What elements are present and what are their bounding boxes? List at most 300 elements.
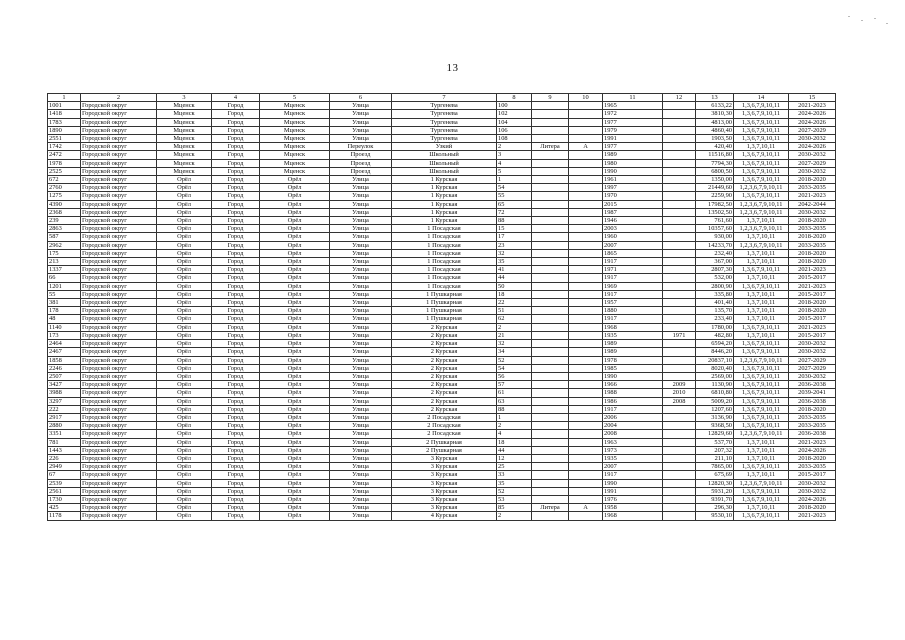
table-cell: 1917 [603, 405, 663, 413]
table-cell: 2027-2029 [789, 159, 836, 167]
table-cell: 1 Курская [392, 200, 497, 208]
table-cell: Орёл [157, 512, 212, 520]
table-cell: Орёл [157, 299, 212, 307]
table-cell: Город [212, 241, 260, 249]
table-cell: 1917 [603, 258, 663, 266]
table-cell: Городской округ [81, 504, 157, 512]
table-row [48, 217, 836, 225]
table-cell: 1997 [603, 184, 663, 192]
table-cell [532, 413, 569, 421]
table-cell [663, 307, 696, 315]
table-cell: Улица [330, 192, 392, 200]
table-cell: Городской округ [81, 405, 157, 413]
table-cell [569, 282, 603, 290]
table-cell: 1858 [48, 356, 81, 364]
table-cell: 1275 [48, 192, 81, 200]
table-cell: 1958 [603, 504, 663, 512]
table-cell: Мценск [157, 135, 212, 143]
table-cell: Город [212, 307, 260, 315]
table-cell: 51 [497, 307, 532, 315]
table-cell: 33 [497, 471, 532, 479]
table-cell: 1 Курская [392, 176, 497, 184]
table-cell: 1991 [603, 135, 663, 143]
column-header: 8 [497, 94, 532, 102]
table-cell: 44 [497, 274, 532, 282]
table-cell [532, 266, 569, 274]
table-cell: Городской округ [81, 356, 157, 364]
table-cell: 1,2,3,6,7,9,10,11 [734, 208, 789, 216]
table-cell [569, 176, 603, 184]
table-cell: Переулок [330, 143, 392, 151]
table-cell: Город [212, 446, 260, 454]
table-cell: 8446,20 [696, 348, 734, 356]
table-cell [532, 167, 569, 175]
table-row [48, 422, 836, 430]
table-cell: 482,80 [696, 331, 734, 339]
table-cell: 2018-2020 [789, 307, 836, 315]
table-cell: 55 [48, 290, 81, 298]
table-cell: 401,40 [696, 299, 734, 307]
table-cell: 1917 [603, 471, 663, 479]
table-cell: 5 [497, 167, 532, 175]
table-cell: 1 Посадская [392, 266, 497, 274]
table-cell: 2033-2035 [789, 422, 836, 430]
table-cell: Орёл [260, 463, 330, 471]
table-cell [532, 217, 569, 225]
table-cell [569, 159, 603, 167]
table-cell: Городской округ [81, 143, 157, 151]
table-cell: 1,3,7,10,11 [734, 307, 789, 315]
table-cell: 2525 [48, 167, 81, 175]
table-cell: Городской округ [81, 176, 157, 184]
table-cell [569, 430, 603, 438]
table-cell [532, 381, 569, 389]
table-cell: 2 Курская [392, 372, 497, 380]
table-cell: 2259,90 [696, 192, 734, 200]
table-cell: 8020,40 [696, 364, 734, 372]
table-cell: Город [212, 397, 260, 405]
table-cell [663, 471, 696, 479]
table-cell: 1865 [603, 249, 663, 257]
table-cell: Город [212, 217, 260, 225]
table-cell: 2 Пушкарная [392, 438, 497, 446]
table-cell [663, 356, 696, 364]
table-cell: 13502,50 [696, 208, 734, 216]
table-cell: Орёл [260, 381, 330, 389]
table-cell: 1989 [603, 151, 663, 159]
table-cell: Орёл [260, 184, 330, 192]
table-cell: Школьный [392, 151, 497, 159]
table-cell: Орёл [157, 348, 212, 356]
table-cell: 108 [497, 135, 532, 143]
table-cell: 22 [497, 299, 532, 307]
table-cell [663, 504, 696, 512]
table-cell [569, 422, 603, 430]
table-cell: 1976 [603, 495, 663, 503]
table-cell [532, 315, 569, 323]
table-cell [663, 167, 696, 175]
table-row [48, 225, 836, 233]
table-cell: 62 [497, 315, 532, 323]
table-cell [663, 413, 696, 421]
table-cell: 226 [48, 454, 81, 462]
table-cell: Улица [330, 118, 392, 126]
table-cell: 1,3,6,7,9,10,11 [734, 405, 789, 413]
table-row [48, 389, 836, 397]
table-cell: 1 Пушкарная [392, 290, 497, 298]
table-cell: 1,2,3,6,7,9,10,11 [734, 184, 789, 192]
table-cell: Город [212, 372, 260, 380]
table-cell: 1972 [603, 110, 663, 118]
table-cell [663, 348, 696, 356]
table-row [48, 200, 836, 208]
table-cell: 1 Пушкарная [392, 307, 497, 315]
table-cell: Город [212, 135, 260, 143]
table-cell: 2036-2038 [789, 430, 836, 438]
table-row [48, 266, 836, 274]
table-cell: Город [212, 233, 260, 241]
table-cell: 2033-2035 [789, 413, 836, 421]
table-cell [569, 463, 603, 471]
table-cell [569, 225, 603, 233]
table-cell: Городской округ [81, 233, 157, 241]
table-cell: 2010 [663, 389, 696, 397]
table-cell [663, 495, 696, 503]
table-cell [663, 217, 696, 225]
table-cell: 6594,20 [696, 340, 734, 348]
table-cell: Мценск [260, 110, 330, 118]
table-cell: 3 Курская [392, 454, 497, 462]
table-cell: 2880 [48, 422, 81, 430]
table-cell: Мценск [260, 126, 330, 134]
table-row [48, 241, 836, 249]
table-cell: Орёл [260, 266, 330, 274]
table-cell: Городской округ [81, 413, 157, 421]
table-cell [532, 290, 569, 298]
table-cell: 2006 [603, 413, 663, 421]
table-cell [663, 422, 696, 430]
table-cell: Город [212, 299, 260, 307]
table-cell: 53 [497, 495, 532, 503]
table-cell: 2464 [48, 340, 81, 348]
table-cell [569, 454, 603, 462]
table-row [48, 315, 836, 323]
table-cell: Орёл [157, 413, 212, 421]
table-cell: Улица [330, 225, 392, 233]
table-cell [569, 389, 603, 397]
table-cell: 233,40 [696, 315, 734, 323]
table-cell: 1 Посадская [392, 274, 497, 282]
table-cell: 2 Курская [392, 381, 497, 389]
table-cell: 1,3,6,7,9,10,11 [734, 176, 789, 184]
table-cell [532, 463, 569, 471]
table-cell [569, 479, 603, 487]
table-cell: Орёл [260, 315, 330, 323]
table-cell: 2018-2020 [789, 176, 836, 184]
table-cell [663, 299, 696, 307]
table-cell: 2018-2020 [789, 249, 836, 257]
table-cell: Орёл [157, 372, 212, 380]
table-cell: Город [212, 258, 260, 266]
table-cell: 3 Курская [392, 471, 497, 479]
table-cell: 52 [497, 487, 532, 495]
table-cell: 1,3,6,7,9,10,11 [734, 151, 789, 159]
table-cell: Город [212, 176, 260, 184]
table-cell: 18 [497, 438, 532, 446]
table-row [48, 504, 836, 512]
table-cell: 2 Курская [392, 323, 497, 331]
table-cell: Улица [330, 397, 392, 405]
table-cell: 1443 [48, 446, 81, 454]
table-cell: Городской округ [81, 446, 157, 454]
table-cell: Улица [330, 233, 392, 241]
table-cell [532, 307, 569, 315]
table-cell: 21449,60 [696, 184, 734, 192]
table-cell: Мценск [260, 151, 330, 159]
table-cell: Орёл [157, 381, 212, 389]
table-cell: Город [212, 348, 260, 356]
table-cell: 1,2,3,6,7,9,10,11 [734, 430, 789, 438]
table-cell [532, 487, 569, 495]
table-row [48, 290, 836, 298]
table-cell: 1961 [603, 176, 663, 184]
table-cell: 335,80 [696, 290, 734, 298]
table-cell: Городской округ [81, 315, 157, 323]
table-cell: 1971 [603, 266, 663, 274]
table-cell: 4813,00 [696, 118, 734, 126]
table-cell: 2039-2041 [789, 389, 836, 397]
table-row [48, 348, 836, 356]
table-cell [663, 176, 696, 184]
table-cell: Город [212, 200, 260, 208]
table-cell: Городской округ [81, 372, 157, 380]
table-cell: 1,3,6,7,9,10,11 [734, 126, 789, 134]
table-cell: Городской округ [81, 258, 157, 266]
table-cell: 2018-2020 [789, 299, 836, 307]
table-cell: 18 [497, 290, 532, 298]
table-cell: 3 Курская [392, 487, 497, 495]
column-header: 5 [260, 94, 330, 102]
table-cell: Орёл [157, 307, 212, 315]
table-cell: 55 [497, 192, 532, 200]
table-cell: Город [212, 463, 260, 471]
table-row [48, 249, 836, 257]
table-cell [663, 192, 696, 200]
table-cell: 1742 [48, 143, 81, 151]
table-cell: 2024-2026 [789, 110, 836, 118]
table-cell: 2246 [48, 364, 81, 372]
table-cell: 2008 [663, 397, 696, 405]
table-row [48, 413, 836, 421]
table-cell [569, 495, 603, 503]
table-row [48, 397, 836, 405]
table-cell: Мценск [260, 118, 330, 126]
table-cell: Улица [330, 282, 392, 290]
table-cell: Город [212, 266, 260, 274]
table-cell: Городской округ [81, 323, 157, 331]
table-cell: 239 [48, 217, 81, 225]
table-cell: 25 [497, 463, 532, 471]
table-cell: 1,3,6,7,9,10,11 [734, 381, 789, 389]
table-cell: Городской округ [81, 208, 157, 216]
table-cell: 1418 [48, 110, 81, 118]
table-cell: Город [212, 290, 260, 298]
table-cell [532, 241, 569, 249]
table-cell: 761,60 [696, 217, 734, 225]
table-cell: 1980 [603, 159, 663, 167]
table-cell: 2027-2029 [789, 126, 836, 134]
table-cell: Городской округ [81, 225, 157, 233]
table-cell: 2 [497, 143, 532, 151]
table-cell: 2021-2023 [789, 282, 836, 290]
table-cell [569, 413, 603, 421]
table-cell: 2015-2017 [789, 315, 836, 323]
table-cell: Орёл [157, 192, 212, 200]
table-cell: 178 [48, 307, 81, 315]
table-cell: Городской округ [81, 422, 157, 430]
table-cell: Город [212, 151, 260, 159]
column-header: 14 [734, 94, 789, 102]
table-cell: Город [212, 126, 260, 134]
table-cell: Орёл [157, 487, 212, 495]
table-cell: 211,10 [696, 454, 734, 462]
table-cell: Орёл [157, 463, 212, 471]
table-cell: 102 [497, 110, 532, 118]
table-row [48, 323, 836, 331]
table-cell: Городской округ [81, 290, 157, 298]
table-cell: Город [212, 249, 260, 257]
table-cell: А [569, 143, 603, 151]
table-cell: 85 [497, 504, 532, 512]
table-cell: Городской округ [81, 364, 157, 372]
table-row [48, 512, 836, 520]
table-cell: 1968 [603, 323, 663, 331]
table-cell [569, 438, 603, 446]
table-cell [569, 340, 603, 348]
table-cell: 2949 [48, 463, 81, 471]
table-cell: Проезд [330, 167, 392, 175]
table-cell: Улица [330, 471, 392, 479]
table-cell: Орёл [157, 356, 212, 364]
table-cell: 1,3,6,7,9,10,11 [734, 323, 789, 331]
table-cell: 2 Пушкарная [392, 446, 497, 454]
table-cell: Улица [330, 217, 392, 225]
table-cell: Орёл [260, 208, 330, 216]
table-row [48, 126, 836, 134]
table-row [48, 340, 836, 348]
table-cell: Улица [330, 135, 392, 143]
table-cell: 1 Посадская [392, 282, 497, 290]
table-cell: Мценск [260, 159, 330, 167]
table-cell [663, 143, 696, 151]
table-cell: Орёл [157, 446, 212, 454]
table-row [48, 454, 836, 462]
table-cell: 34 [497, 348, 532, 356]
table-cell: Городской округ [81, 217, 157, 225]
table-row [48, 282, 836, 290]
table-cell [569, 126, 603, 134]
table-cell: 9391,70 [696, 495, 734, 503]
table-cell: 32 [497, 340, 532, 348]
table-cell: 9368,50 [696, 422, 734, 430]
table-cell [532, 233, 569, 241]
table-cell: Городской округ [81, 102, 157, 110]
table-cell: Городской округ [81, 274, 157, 282]
table-cell: 1178 [48, 512, 81, 520]
table-cell: 2018-2020 [789, 504, 836, 512]
table-cell: Орёл [157, 405, 212, 413]
table-cell: Город [212, 430, 260, 438]
table-cell [532, 110, 569, 118]
table-row [48, 430, 836, 438]
table-cell: Город [212, 143, 260, 151]
table-cell: 2021-2023 [789, 192, 836, 200]
table-cell [663, 315, 696, 323]
table-cell [532, 438, 569, 446]
table-cell [663, 266, 696, 274]
table-cell [663, 135, 696, 143]
table-cell [663, 438, 696, 446]
table-cell: 2551 [48, 135, 81, 143]
table-cell: 2004 [603, 422, 663, 430]
table-cell: Орёл [260, 176, 330, 184]
table-cell: 1,3,6,7,9,10,11 [734, 159, 789, 167]
table-cell [532, 282, 569, 290]
table-cell: Мценск [260, 143, 330, 151]
table-cell: 1,3,6,7,9,10,11 [734, 135, 789, 143]
table-cell: 1140 [48, 323, 81, 331]
table-cell: Городской округ [81, 241, 157, 249]
table-cell: 1946 [603, 217, 663, 225]
table-cell: Городской округ [81, 266, 157, 274]
table-cell: Улица [330, 208, 392, 216]
table-cell [532, 331, 569, 339]
table-cell: 2033-2035 [789, 241, 836, 249]
table-cell: 2 [497, 512, 532, 520]
table-cell [569, 372, 603, 380]
table-cell: Улица [330, 258, 392, 266]
table-cell: Литера [532, 504, 569, 512]
table-cell: 2033-2035 [789, 463, 836, 471]
table-cell: 1,3,7,10,11 [734, 299, 789, 307]
column-header: 12 [663, 94, 696, 102]
table-cell: Орёл [260, 405, 330, 413]
table-cell [532, 471, 569, 479]
table-cell: 1977 [603, 143, 663, 151]
table-cell: 2021-2023 [789, 266, 836, 274]
table-cell: Орёл [260, 504, 330, 512]
table-cell: Орёл [260, 348, 330, 356]
table-cell [569, 110, 603, 118]
table-cell: 532,00 [696, 274, 734, 282]
table-cell: Улица [330, 422, 392, 430]
table-cell: 2 Курская [392, 356, 497, 364]
table-cell: Улица [330, 463, 392, 471]
table-cell: А [569, 504, 603, 512]
table-row [48, 495, 836, 503]
table-cell [532, 430, 569, 438]
table-cell: Орёл [157, 258, 212, 266]
table-cell: 63 [497, 397, 532, 405]
table-cell: Орёл [157, 495, 212, 503]
table-cell: 1,3,6,7,9,10,11 [734, 413, 789, 421]
table-row [48, 176, 836, 184]
table-cell [663, 233, 696, 241]
table-cell: 57 [497, 381, 532, 389]
table-cell: 2 Посадская [392, 422, 497, 430]
table-cell: 213 [48, 258, 81, 266]
table-row [48, 110, 836, 118]
